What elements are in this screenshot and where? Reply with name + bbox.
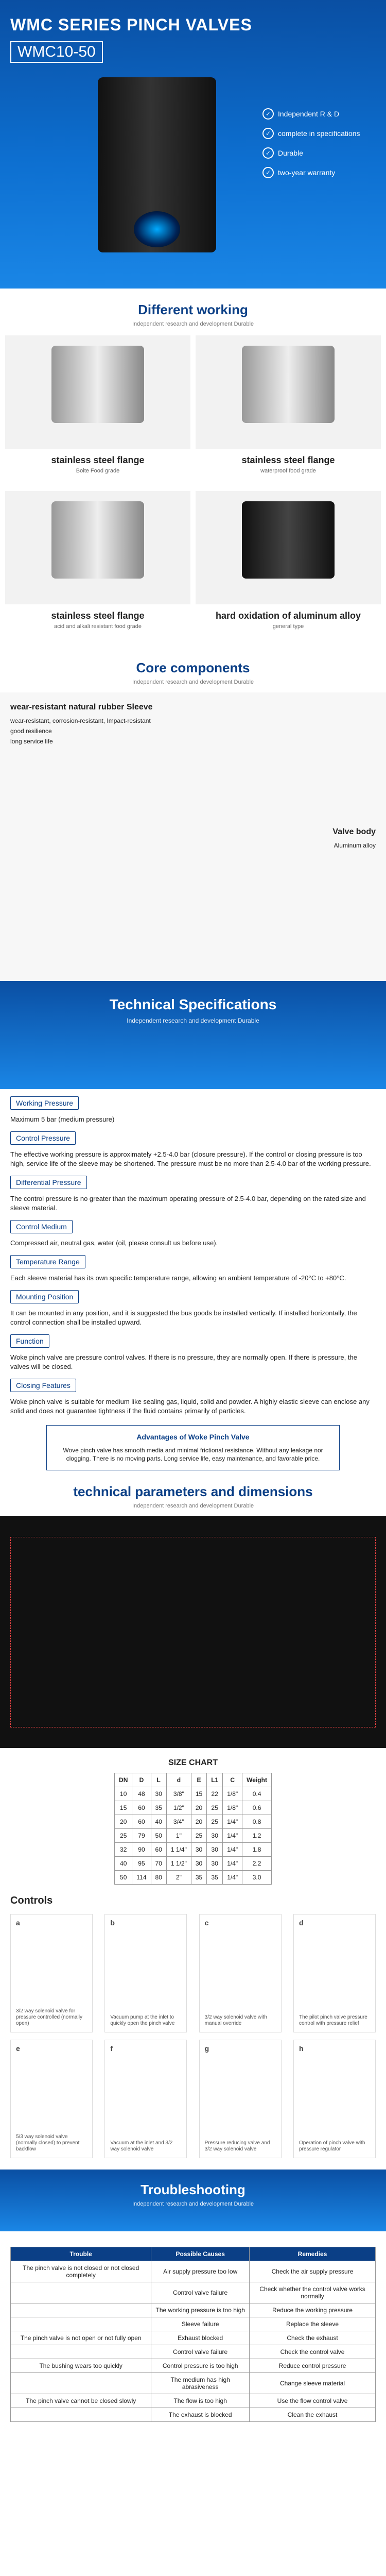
- caption-title: stainless steel flange: [51, 611, 145, 621]
- troubleshooting-table: [0, 2231, 386, 2437]
- spec-body: It can be mounted in any position, and it is suggested the bus goods be installed vertically. If installed horizontally, the control connection shall be installed upward.: [10, 1309, 357, 1326]
- different-section-title: [0, 289, 386, 327]
- spec-item: [10, 1131, 376, 1168]
- advantage-body: Wove pinch valve has smooth media and minimal frictional resistance. Without any leakage nor clogging. There is no moving parts. Long service life, easy maintenance, and favorable price.: [63, 1447, 323, 1462]
- product-caption: [5, 455, 190, 491]
- section-subheading: Independent research and development Durable: [132, 321, 254, 327]
- working-row: [0, 491, 386, 647]
- size-chart-header: Weight: [242, 1773, 272, 1787]
- spec-body: Each sleeve material has its own specific temperature range, allowing an ambient temperature of -20°C to +80°C.: [10, 1274, 346, 1282]
- caption-title: stainless steel flange: [241, 455, 335, 465]
- control-diagram: h Operation of pinch valve with pressure regulator: [293, 2040, 376, 2158]
- trouble-row: Control valve failure Check the control valve: [11, 2345, 376, 2359]
- product-card: [196, 335, 381, 449]
- spec-item: [10, 1290, 376, 1327]
- section-heading: Different working: [138, 302, 248, 317]
- size-chart-header: C: [223, 1773, 242, 1787]
- trouble-row: The working pressure is too high Reduce the working pressure: [11, 2303, 376, 2317]
- core-text: wear-resistant natural rubber Sleeve: [10, 703, 153, 711]
- size-chart-row: 15 60 35 1/2" 20 25 1/8" 0.6: [115, 1801, 272, 1815]
- trouble-row: Control valve failure Check whether the control valve works normally: [11, 2282, 376, 2303]
- control-diagram: g Pressure reducing valve and 3/2 way solenoid valve: [199, 2040, 282, 2158]
- section-subheading: Independent research and development Durable: [132, 2201, 254, 2207]
- control-diagram: d The pilot pinch valve pressure control with pressure relief: [293, 1914, 376, 2032]
- trouble-row: The bushing wears too quickly Control pressure is too high Reduce control pressure: [11, 2359, 376, 2373]
- control-diagram: e 5/3 way solenoid valve (normally closed) to prevent backflow: [10, 2040, 93, 2158]
- trouble-row: The medium has high abrasiveness Change sleeve material: [11, 2373, 376, 2394]
- badge-text: Independent R & D: [278, 110, 340, 118]
- spec-body: The control pressure is no greater than the maximum operating pressure of 2.5-4.0 bar, depending on the rated size and sleeve material.: [10, 1195, 366, 1212]
- trouble-banner: [0, 2170, 386, 2231]
- size-chart-header: E: [191, 1773, 206, 1787]
- control-diagram: b Vacuum pump at the inlet to quickly open the pinch valve: [104, 1914, 187, 2032]
- size-chart-header: d: [166, 1773, 191, 1787]
- spec-item: [10, 1379, 376, 1416]
- hero-badges: [262, 108, 376, 187]
- spec-item: [10, 1220, 376, 1248]
- badge: [262, 147, 376, 159]
- caption-subtitle: acid and alkali resistant food grade: [54, 623, 142, 630]
- caption-subtitle: general type: [272, 623, 304, 630]
- size-chart-row: 10 48 30 3/8" 15 22 1/8" 0.4: [115, 1787, 272, 1801]
- spec-list: [0, 1096, 386, 1416]
- section-subheading: Independent research and development Durable: [132, 679, 254, 685]
- dimension-drawing-frame: [10, 1537, 376, 1727]
- check-icon: ✓: [262, 108, 274, 120]
- spec-item: [10, 1255, 376, 1283]
- product-card: [5, 335, 190, 449]
- trouble-row: The pinch valve is not open or not fully open Exhaust blocked Check the exhaust: [11, 2331, 376, 2345]
- badge-text: Durable: [278, 149, 304, 157]
- core-section-title: [0, 647, 386, 685]
- section-heading: Troubleshooting: [141, 2182, 245, 2197]
- core-block: [0, 692, 386, 981]
- controls-title: Controls: [10, 1895, 53, 1906]
- spec-body: The effective working pressure is approximately +2.5-4.0 bar (closure pressure). If the control or closing pressure is too high, service life of the sleeve may be shortened. The pressure must be no more than 2.5-4.0 bar of the working pressure.: [10, 1150, 371, 1167]
- badge: [262, 128, 376, 139]
- spec-body: Compressed air, neutral gas, water (oil, please consult us before use).: [10, 1239, 218, 1247]
- caption-subtitle: waterproof food grade: [260, 468, 316, 474]
- spec-tag: Differential Pressure: [10, 1176, 87, 1189]
- spec-item: [10, 1176, 376, 1213]
- check-icon: ✓: [262, 147, 274, 159]
- caption-title: stainless steel flange: [51, 455, 145, 465]
- product-caption: [196, 455, 381, 491]
- size-chart-row: 20 60 40 3/4" 20 25 1/4" 0.8: [115, 1815, 272, 1829]
- spec-tag: Mounting Position: [10, 1290, 79, 1303]
- size-chart-row: 32 90 60 1 1/4" 30 30 1/4" 1.8: [115, 1843, 272, 1857]
- section-subheading: Independent research and development Durable: [132, 1503, 254, 1509]
- core-text: long service life: [10, 738, 53, 745]
- spec-tag: Closing Features: [10, 1379, 76, 1392]
- product-image: [51, 346, 144, 423]
- product-image: [242, 501, 335, 579]
- spec-body: Woke pinch valve are pressure control valves. If there is no pressure, they are normally open. If there is pressure, the valves will be closed.: [10, 1353, 357, 1370]
- product-image: [51, 501, 144, 579]
- valve-image: [98, 77, 216, 252]
- trouble-header: Possible Causes: [151, 2247, 250, 2261]
- product-image: [242, 346, 335, 423]
- working-row: [0, 335, 386, 491]
- hero-banner: [0, 0, 386, 289]
- trouble-row: The pinch valve is not closed or not closed completely Air supply pressure too low Check the air supply pressure: [11, 2261, 376, 2282]
- section-heading: Core components: [136, 660, 250, 675]
- control-diagram: f Vacuum at the inlet and 3/2 way solenoid valve: [104, 2040, 187, 2158]
- spec-tag: Function: [10, 1334, 49, 1348]
- advantage-box: [46, 1425, 340, 1470]
- core-text: Valve body: [332, 827, 376, 836]
- product-card: [196, 491, 381, 604]
- section-heading: technical parameters and dimensions: [73, 1484, 313, 1499]
- spec-item: [10, 1096, 376, 1124]
- size-chart-header: DN: [115, 1773, 132, 1787]
- size-chart-header: D: [132, 1773, 151, 1787]
- core-text: Aluminum alloy: [334, 842, 376, 849]
- section-subheading: Independent research and development Durable: [127, 1017, 259, 1024]
- section-heading: Technical Specifications: [109, 996, 277, 1012]
- hero-title: WMC SERIES PINCH VALVES: [10, 15, 252, 34]
- spec-tag: Control Medium: [10, 1220, 73, 1233]
- size-chart-header: L: [151, 1773, 166, 1787]
- spec-tag: Working Pressure: [10, 1096, 79, 1110]
- trouble-header: Trouble: [11, 2247, 151, 2261]
- check-icon: ✓: [262, 167, 274, 178]
- badge-text: complete in specifications: [278, 129, 360, 138]
- dimension-drawing: [0, 1516, 386, 1748]
- params-section-title: [0, 1470, 386, 1509]
- trouble-row: Sleeve failure Replace the sleeve: [11, 2317, 376, 2331]
- spec-tag: Control Pressure: [10, 1131, 76, 1145]
- caption-subtitle: Boite Food grade: [76, 468, 120, 474]
- size-chart-header: L1: [207, 1773, 223, 1787]
- core-text: wear-resistant, corrosion-resistant, Impact-resistant: [10, 717, 151, 724]
- control-diagram: c 3/2 way solenoid valve with manual override: [199, 1914, 282, 2032]
- product-card: [5, 491, 190, 604]
- spec-body: Maximum 5 bar (medium pressure): [10, 1115, 115, 1123]
- trouble-row: The exhaust is blocked Clean the exhaust: [11, 2408, 376, 2422]
- size-chart-table: [114, 1773, 272, 1885]
- product-caption: [196, 611, 381, 647]
- size-chart-row: 50 114 80 2" 35 35 1/4" 3.0: [115, 1871, 272, 1885]
- core-text: good resilience: [10, 727, 52, 735]
- size-chart-row: 25 79 50 1" 25 30 1/4" 1.2: [115, 1829, 272, 1843]
- size-chart-row: 40 95 70 1 1/2" 30 30 1/4" 2.2: [115, 1857, 272, 1871]
- badge: [262, 108, 376, 120]
- hero-model: WMC10-50: [10, 41, 103, 63]
- spec-body: Woke pinch valve is suitable for medium like sealing gas, liquid, solid and powder. A highly elastic sleeve can enclose any solid and does not guarantee tightness if the fluid contains primarily of particles.: [10, 1398, 370, 1415]
- check-icon: ✓: [262, 128, 274, 139]
- trouble-row: The pinch valve cannot be closed slowly The flow is too high Use the flow control valve: [11, 2394, 376, 2408]
- badge-text: two-year warranty: [278, 168, 336, 177]
- controls-grid: [0, 1907, 386, 2158]
- spec-item: [10, 1334, 376, 1371]
- caption-title: hard oxidation of aluminum alloy: [215, 611, 361, 621]
- badge: [262, 167, 376, 178]
- tech-banner: [0, 981, 386, 1089]
- control-diagram: a 3/2 way solenoid valve for pressure controlled (normally open): [10, 1914, 93, 2032]
- advantage-title: Advantages of Woke Pinch Valve: [136, 1433, 250, 1441]
- spec-tag: Temperature Range: [10, 1255, 85, 1268]
- trouble-header: Remedies: [250, 2247, 376, 2261]
- product-caption: [5, 611, 190, 647]
- size-chart-title: SIZE CHART: [168, 1758, 218, 1767]
